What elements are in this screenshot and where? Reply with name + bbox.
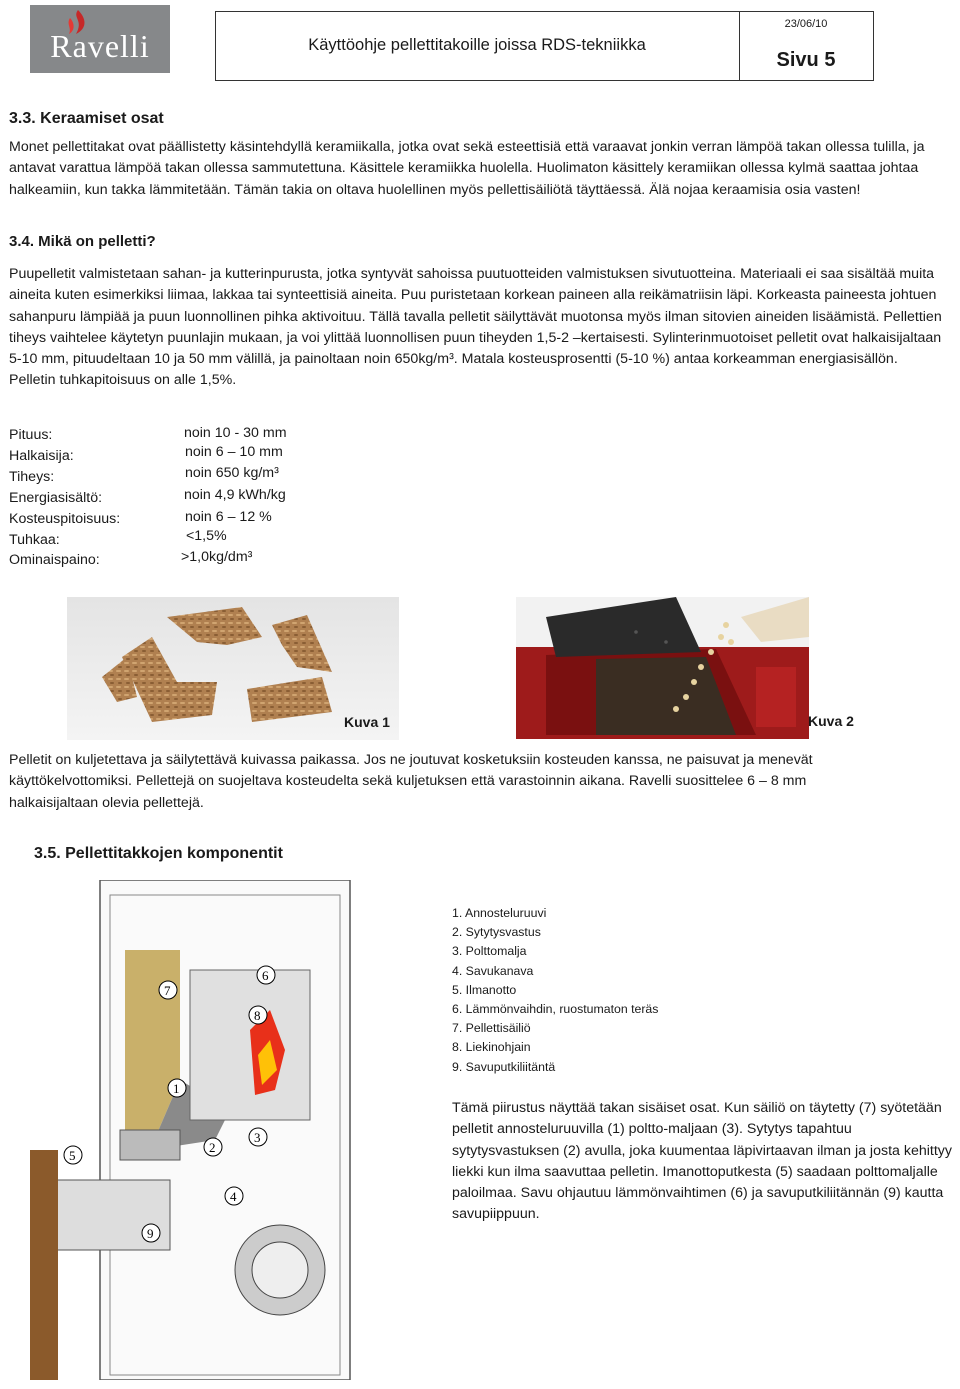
- stove-filling-illustration: [516, 597, 809, 739]
- section-34-paragraph: Puupelletit valmistetaan sahan- ja kutterinpurusta, jotka syntyvät sahoissa puutuotteiden valmistuksen sivutuotteina. Materiaali ei saa sisältää muita aineita kuten esimerkiksi liimaa, lakkaa tai synteettisiä aineita. Puu puristetaan korkean paineen alla reikämatriisin läpi. Korkeasta paineesta johtuen sahanpuru lämpiää ja puun luonnollinen pihka aktivoituu. Tällä tavalla pelletit säilyttävät muotonsa myös ilman sitovien aineiden lisäämistä. Pellettien tiheys vaihtelee käytetyn puunlajin mukaan, ja voi ylittää luonnollisen puun tiheyden 1,5-2 –kertaisesti. Sylinterinmuotoiset pelletit ovat halkaisijaltaan 5-10 mm, pituudeltaan 10 ja 50 mm välillä, ja painoltaan noin 650kg/m³. Matala kosteusprosentti (5-10 %) antaa korkeamman energiasisällön. Pelletin tuhkapitoisuus on alle 1,5%.: [9, 266, 942, 389]
- spec-value-moisture: noin 6 – 12 %: [185, 509, 272, 525]
- storage-paragraph: Pelletit on kuljetettava ja säilytettävä kuivassa paikassa. Jos ne joutuvat kosketuksiin kosteuden kanssa, ne paisuvat ja menevät käyttökelvottomiksi. Pellettejä on suojeltava kosteudelta sekä kuljetuksen että varastoinnin aikana. Ravelli suosittelee 6 – 8 mm halkaisijaltaan olevia pellettejä.: [9, 752, 813, 811]
- logo-text: Ravelli: [50, 28, 150, 64]
- document-title: Käyttöohje pellettitakoille joissa RDS-tekniikka: [308, 36, 646, 54]
- section-33-title: Keraamiset osat: [40, 110, 164, 127]
- spec-label-energy: Energiasisältö:: [9, 490, 103, 506]
- section-33-paragraph: Monet pellettitakat ovat päällistetty käsintehdyllä keramiikalla, jotka ovat sekä esteettisiä että varaavat jonkin verran lämpöä takan ollessa tulilla, ja antavat varattua lämpöä takan ollessa sammutettuna. Käsittele keramiikka huolella. Huolimaton käsittely keramiikan ollessa kylmä saattaa johtaa halkeamiin, kun takka lämmitetään. Tämän takia on oltava huolellinen myös pellettisäiliötä täyttäessä. Älä nojaa keraamisia osia vasten!: [9, 139, 925, 198]
- spec-label-ash: Tuhkaa:: [9, 532, 60, 548]
- spec-value-weight: >1,0kg/dm³: [181, 549, 253, 565]
- component-item: 2. Sytytysvastus: [452, 925, 541, 940]
- figure-2-image: [516, 597, 809, 739]
- component-item: 4. Savukanava: [452, 963, 534, 978]
- spec-label-moisture: Kosteuspitoisuus:: [9, 511, 121, 527]
- component-item: 3. Polttomalja: [452, 944, 527, 959]
- figure-2-caption: Kuva 2: [808, 713, 854, 729]
- figure-1-caption: Kuva 1: [344, 714, 390, 730]
- component-item: 8. Liekinohjain: [452, 1040, 531, 1055]
- spec-value-diameter: noin 6 – 10 mm: [185, 444, 283, 460]
- section-33-number: 3.3.: [9, 110, 36, 127]
- section-34-heading: 3.4. Mikä on pelletti?: [9, 233, 156, 250]
- spec-value-length: noin 10 - 30 mm: [184, 425, 287, 441]
- component-item: 5. Ilmanotto: [452, 982, 517, 997]
- diagram-label-1: 1: [173, 1081, 180, 1096]
- spec-label-density: Tiheys:: [9, 469, 55, 485]
- section-35-heading: 3.5. Pellettitakkojen komponentit: [34, 845, 283, 862]
- components-description: Tämä piirustus näyttää takan sisäiset osat. Kun säiliö on täytetty (7) syötetään pelletit annosteluruuvilla (1) poltto-maljaan (3). Sytytys tapahtuu sytytysvastuksen (2) avulla, joka kuumentaa läpivirtaavan ilman ja josta kehittyy liekki kun ilma saavuttaa pelletin. Imanottoputkesta (5) saadaan polttomaljalle paloilmaa. Savu ohjautuu lämmönvaihtimen (6) ja savuputkiliitännän (9) kautta savupiippuun.: [452, 1100, 952, 1223]
- diagram-label-2: 2: [209, 1140, 216, 1155]
- spec-label-diameter: Halkaisija:: [9, 448, 74, 464]
- spec-value-density: noin 650 kg/m³: [185, 465, 279, 481]
- diagram-label-5: 5: [69, 1148, 76, 1163]
- component-item: 6. Lämmönvaihdin, ruostumaton teräs: [452, 1002, 659, 1017]
- diagram-label-8: 8: [254, 1008, 261, 1023]
- diagram-label-9: 9: [147, 1226, 154, 1241]
- section-33-heading: [9, 110, 164, 128]
- spec-value-energy: noin 4,9 kWh/kg: [184, 487, 286, 503]
- diagram-label-7: 7: [164, 983, 171, 998]
- spec-value-ash: <1,5%: [186, 528, 227, 544]
- diagram-label-6: 6: [262, 968, 269, 983]
- component-item: 1. Annosteluruuvi: [452, 906, 547, 920]
- spec-label-length: Pituus:: [9, 427, 53, 443]
- stove-components-diagram: [30, 880, 400, 1380]
- document-date: 23/06/10: [784, 18, 828, 30]
- component-item: 7. Pellettisäiliö: [452, 1021, 531, 1036]
- spec-label-weight: Ominaispaino:: [9, 552, 100, 568]
- diagram-label-3: 3: [254, 1130, 261, 1145]
- page-number: Sivu 5: [776, 49, 836, 71]
- diagram-label-4: 4: [230, 1189, 237, 1204]
- component-item: 9. Savuputkiliitäntä: [452, 1059, 556, 1074]
- components-list: [452, 904, 658, 1077]
